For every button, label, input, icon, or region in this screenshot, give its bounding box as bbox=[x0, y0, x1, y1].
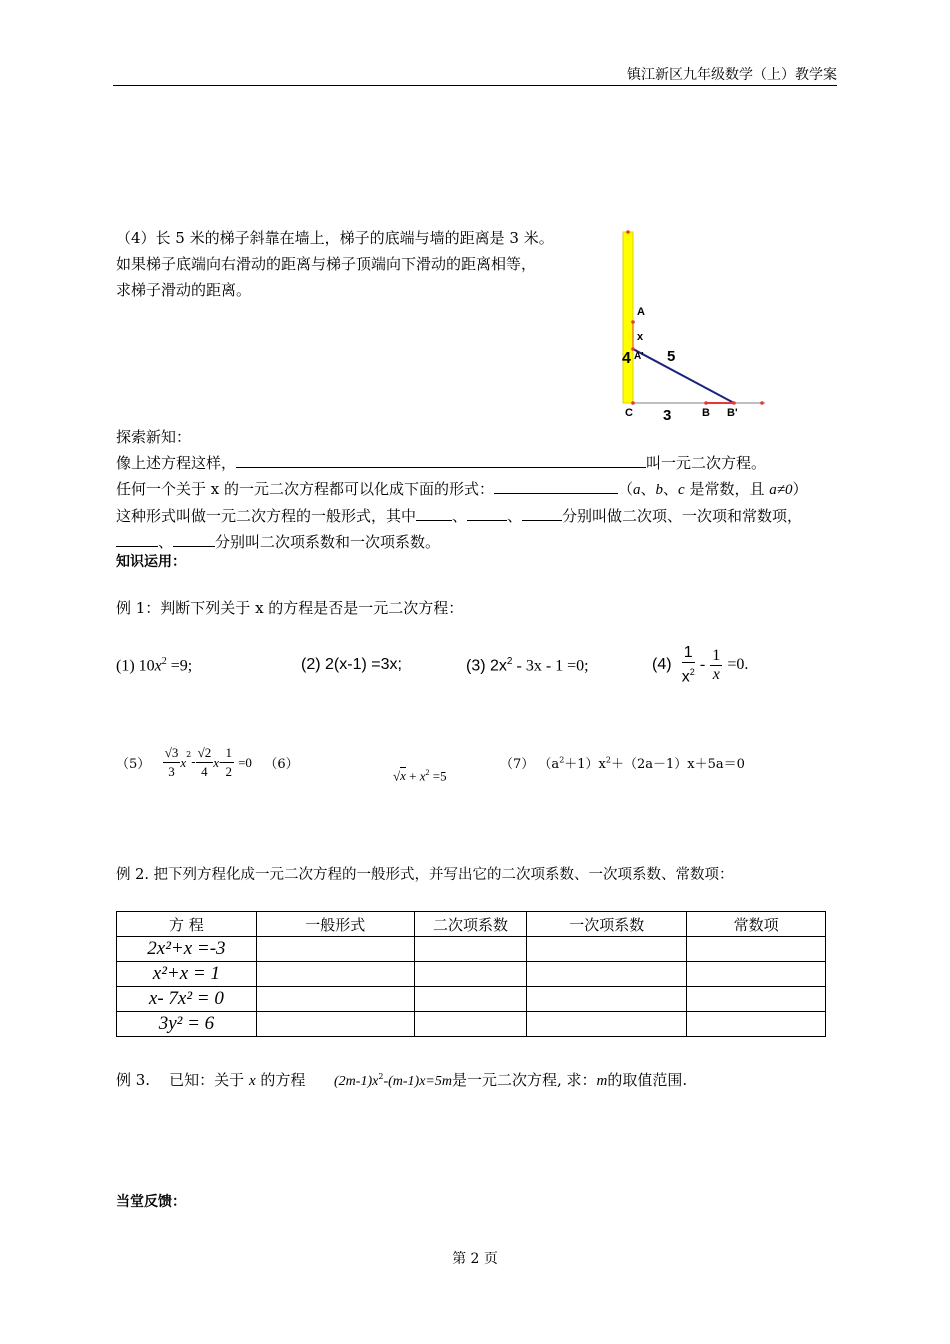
eq5-frac1 bbox=[163, 744, 181, 781]
eq5-minus2: - bbox=[219, 755, 224, 770]
linear-term-blank[interactable] bbox=[467, 506, 507, 521]
row4-constant[interactable] bbox=[687, 1012, 826, 1037]
sqrt-sign: √ bbox=[393, 768, 401, 784]
eq4-frac1 bbox=[682, 644, 695, 686]
label-five: 5 bbox=[667, 348, 676, 365]
eq7-c: ＋（2a－1）x＋5a＝0 bbox=[610, 757, 745, 772]
example3-eq-exp: 2 bbox=[378, 1072, 384, 1081]
eq1-label: (1) bbox=[116, 657, 135, 675]
problem4-line2: 如果梯子底端向右滑动的距离与梯子顶端向下滑动的距离相等， bbox=[116, 255, 537, 273]
label-four: 4 bbox=[622, 350, 631, 367]
eq6-label: （6） bbox=[264, 757, 299, 772]
ladder-figure bbox=[600, 222, 780, 427]
label-B: B bbox=[702, 407, 710, 419]
sep-1: 、 bbox=[640, 480, 656, 498]
explore-line3 bbox=[116, 503, 836, 529]
table-row bbox=[117, 1012, 826, 1037]
explore-line1 bbox=[116, 450, 836, 476]
row1-equation: 2x²+x =-3 bbox=[117, 937, 257, 962]
eq1 bbox=[116, 656, 192, 675]
top-point bbox=[626, 230, 630, 234]
point-B bbox=[704, 401, 708, 405]
header-linear-coef: 一次项系数 bbox=[527, 912, 687, 937]
eq4-rhs: =0. bbox=[727, 656, 749, 674]
feedback-title: 当堂反馈： bbox=[116, 1193, 186, 1209]
eq5-x2: x bbox=[180, 754, 187, 770]
eq5-num2: √2 bbox=[196, 744, 214, 763]
row3-equation: x- 7x² = 0 bbox=[117, 987, 257, 1012]
explore-line1-pre: 像上述方程这样， bbox=[116, 454, 237, 472]
eq5-num1: √3 bbox=[163, 744, 181, 763]
table-row bbox=[117, 987, 826, 1012]
page-number: 第 2 页 bbox=[452, 1251, 498, 1267]
row1-quadratic-coef[interactable] bbox=[414, 937, 527, 962]
example3-text1: 已知：关于 bbox=[169, 1071, 249, 1089]
label-three: 3 bbox=[663, 407, 672, 424]
quadratic-coef-blank[interactable] bbox=[116, 532, 158, 547]
row3-general-form[interactable] bbox=[256, 987, 414, 1012]
label-A: A bbox=[637, 306, 645, 318]
label-x: x bbox=[637, 331, 644, 343]
eq4-label: (4) bbox=[652, 656, 672, 674]
eq6-exp: 2 bbox=[425, 768, 430, 777]
eq1-rhs: =9; bbox=[166, 657, 193, 675]
explore-line3-pre: 这种形式叫做一元二次方程的一般形式，其中 bbox=[116, 507, 417, 525]
explore-line1-post: 叫一元二次方程。 bbox=[646, 454, 767, 472]
dun-3: 、 bbox=[158, 533, 174, 551]
header-equation: 方 程 bbox=[117, 912, 257, 937]
var-b: b bbox=[655, 482, 664, 498]
quadratic-term-blank[interactable] bbox=[416, 506, 452, 521]
dun-2: 、 bbox=[507, 507, 523, 525]
eq7-a: （a bbox=[538, 757, 560, 772]
row3-quadratic-coef[interactable] bbox=[414, 987, 527, 1012]
eq7 bbox=[500, 753, 745, 772]
var-a: a bbox=[633, 482, 641, 498]
label-B-prime: B' bbox=[727, 407, 738, 419]
eq5 bbox=[116, 744, 299, 781]
row3-linear-coef[interactable] bbox=[527, 987, 687, 1012]
header-title: 镇江新区九年级数学（上）教学案 bbox=[627, 67, 837, 83]
coefficient-table bbox=[116, 911, 826, 1037]
example3-var-m: m bbox=[596, 1073, 608, 1089]
eq6-plus: + bbox=[405, 768, 420, 784]
eq7-label: （7） bbox=[500, 757, 535, 772]
condition-a-nonzero: a≠0 bbox=[769, 482, 793, 498]
eq3-label: (3) bbox=[466, 657, 486, 675]
explore-line3-post: 分别叫做二次项、一次项和常数项， bbox=[562, 507, 803, 525]
header-quadratic-coef: 二次项系数 bbox=[414, 912, 527, 937]
constant-term-blank[interactable] bbox=[522, 506, 562, 521]
eq1-exp: 2 bbox=[161, 656, 167, 667]
eq5-num3: 1 bbox=[223, 744, 234, 763]
problem4-line1: （4）长 5 米的梯子斜靠在墙上，梯子的底端与墙的距离是 3 米。 bbox=[116, 229, 554, 247]
row4-quadratic-coef[interactable] bbox=[414, 1012, 527, 1037]
eq1-var: x bbox=[154, 657, 162, 675]
ground-end-point bbox=[760, 401, 764, 405]
eq3-a: 2x bbox=[490, 657, 507, 675]
eq6-x: x bbox=[419, 768, 426, 784]
eq4-den1: x bbox=[681, 668, 690, 686]
eq5-label: （5） bbox=[116, 757, 151, 772]
eq5-frac3 bbox=[223, 744, 234, 781]
problem4-line3: 求梯子滑动的距离。 bbox=[116, 281, 252, 299]
definition-blank[interactable] bbox=[236, 453, 646, 468]
example3-eq-x: x bbox=[372, 1074, 379, 1089]
eq2-body: 2(x-1) =3x; bbox=[325, 656, 402, 673]
header-divider bbox=[113, 85, 837, 86]
eq1-coef: 10 bbox=[138, 657, 155, 675]
label-A-prime: A' bbox=[634, 351, 644, 362]
row1-linear-coef[interactable] bbox=[527, 937, 687, 962]
wall-rect bbox=[623, 232, 633, 403]
sep-2: 、 bbox=[663, 480, 679, 498]
eq3-exp: 2 bbox=[506, 656, 513, 667]
row3-constant[interactable] bbox=[687, 987, 826, 1012]
table-row bbox=[117, 937, 826, 962]
example3-label: 例 3. bbox=[116, 1071, 151, 1089]
eq7-exp1: 2 bbox=[559, 755, 565, 765]
eq4-minus: - bbox=[699, 656, 706, 674]
header-constant: 常数项 bbox=[687, 912, 826, 937]
row2-linear-coef[interactable] bbox=[527, 962, 687, 987]
example3-text2: 的方程 bbox=[255, 1071, 306, 1089]
example3-var-x: x bbox=[248, 1073, 256, 1089]
eq2-label: (2) bbox=[301, 656, 321, 673]
eq5-minus1: - bbox=[191, 755, 196, 770]
row1-constant[interactable] bbox=[687, 937, 826, 962]
example3-eq-a: (2m-1) bbox=[334, 1074, 373, 1089]
eq4-den1-exp: 2 bbox=[689, 667, 695, 677]
eq4 bbox=[652, 644, 748, 686]
row4-equation: 3y² = 6 bbox=[117, 1012, 257, 1037]
explore-line4-post: 分别叫二次项系数和一次项系数。 bbox=[215, 533, 441, 551]
eq5-x: x bbox=[213, 754, 220, 770]
table-row bbox=[117, 962, 826, 987]
eq5-rhs: =0 bbox=[238, 754, 252, 770]
row2-general-form[interactable] bbox=[256, 962, 414, 987]
example2-title: 例 2. 把下列方程化成一元二次方程的一般形式，并写出它的二次项系数、一次项系数、常数项： bbox=[116, 867, 734, 883]
row2-equation: x²+x = 1 bbox=[117, 962, 257, 987]
dun-1: 、 bbox=[452, 507, 468, 525]
eq5-frac2 bbox=[196, 744, 214, 781]
eq4-num1: 1 bbox=[683, 644, 693, 661]
explore-line4 bbox=[116, 529, 836, 555]
general-form-blank[interactable] bbox=[494, 479, 618, 494]
explore-section bbox=[116, 424, 836, 555]
eq5-exp: 2 bbox=[186, 750, 192, 759]
point-A bbox=[631, 320, 635, 324]
eq6-rhs: =5 bbox=[429, 768, 447, 784]
var-c: c bbox=[678, 482, 685, 498]
example1-title: 例 1：判断下列关于 x 的方程是否是一元二次方程： bbox=[116, 599, 464, 617]
point-B-prime bbox=[732, 401, 736, 405]
row2-constant[interactable] bbox=[687, 962, 826, 987]
table-header-row bbox=[117, 912, 826, 937]
linear-coef-blank[interactable] bbox=[173, 532, 215, 547]
eq2 bbox=[301, 656, 402, 674]
eq4-frac2 bbox=[710, 647, 722, 684]
eq4-num2: 1 bbox=[712, 646, 721, 664]
constants-text: 是常数，且 bbox=[684, 480, 770, 498]
example3-eq-b: -(m-1)x=5m bbox=[383, 1074, 452, 1089]
eq6 bbox=[393, 768, 447, 784]
label-C: C bbox=[625, 407, 633, 419]
explore-line2-pre: 任何一个关于 x 的一元二次方程都可以化成下面的形式： bbox=[116, 480, 494, 498]
explore-line2 bbox=[116, 476, 836, 503]
eq5-den1: 3 bbox=[168, 764, 175, 779]
example3-text3: 是一元二次方程, 求： bbox=[451, 1071, 597, 1089]
explore-title: 探索新知： bbox=[116, 428, 192, 446]
row4-linear-coef[interactable] bbox=[527, 1012, 687, 1037]
eq5-den3: 2 bbox=[225, 764, 232, 779]
paren-open: （ bbox=[618, 480, 634, 498]
example3 bbox=[116, 1064, 687, 1095]
eq5-den2: 4 bbox=[201, 764, 208, 779]
eq6-sqrt-content: x bbox=[400, 768, 406, 784]
example3-text4: 的取值范围. bbox=[607, 1071, 688, 1089]
ladder-line bbox=[633, 349, 734, 403]
eq7-b: ＋1）x bbox=[564, 757, 606, 772]
eq3-b: - 3x - 1 =0; bbox=[512, 657, 589, 675]
row1-general-form[interactable] bbox=[256, 937, 414, 962]
row2-quadratic-coef[interactable] bbox=[414, 962, 527, 987]
problem4-text bbox=[116, 225, 554, 303]
eq3 bbox=[466, 656, 589, 675]
eq7-exp2: 2 bbox=[605, 755, 611, 765]
point-C bbox=[631, 401, 635, 405]
eq4-den2: x bbox=[712, 665, 720, 683]
paren-close: ） bbox=[792, 480, 808, 498]
row4-general-form[interactable] bbox=[256, 1012, 414, 1037]
knowledge-title: 知识运用： bbox=[116, 553, 186, 569]
header-general-form: 一般形式 bbox=[256, 912, 414, 937]
